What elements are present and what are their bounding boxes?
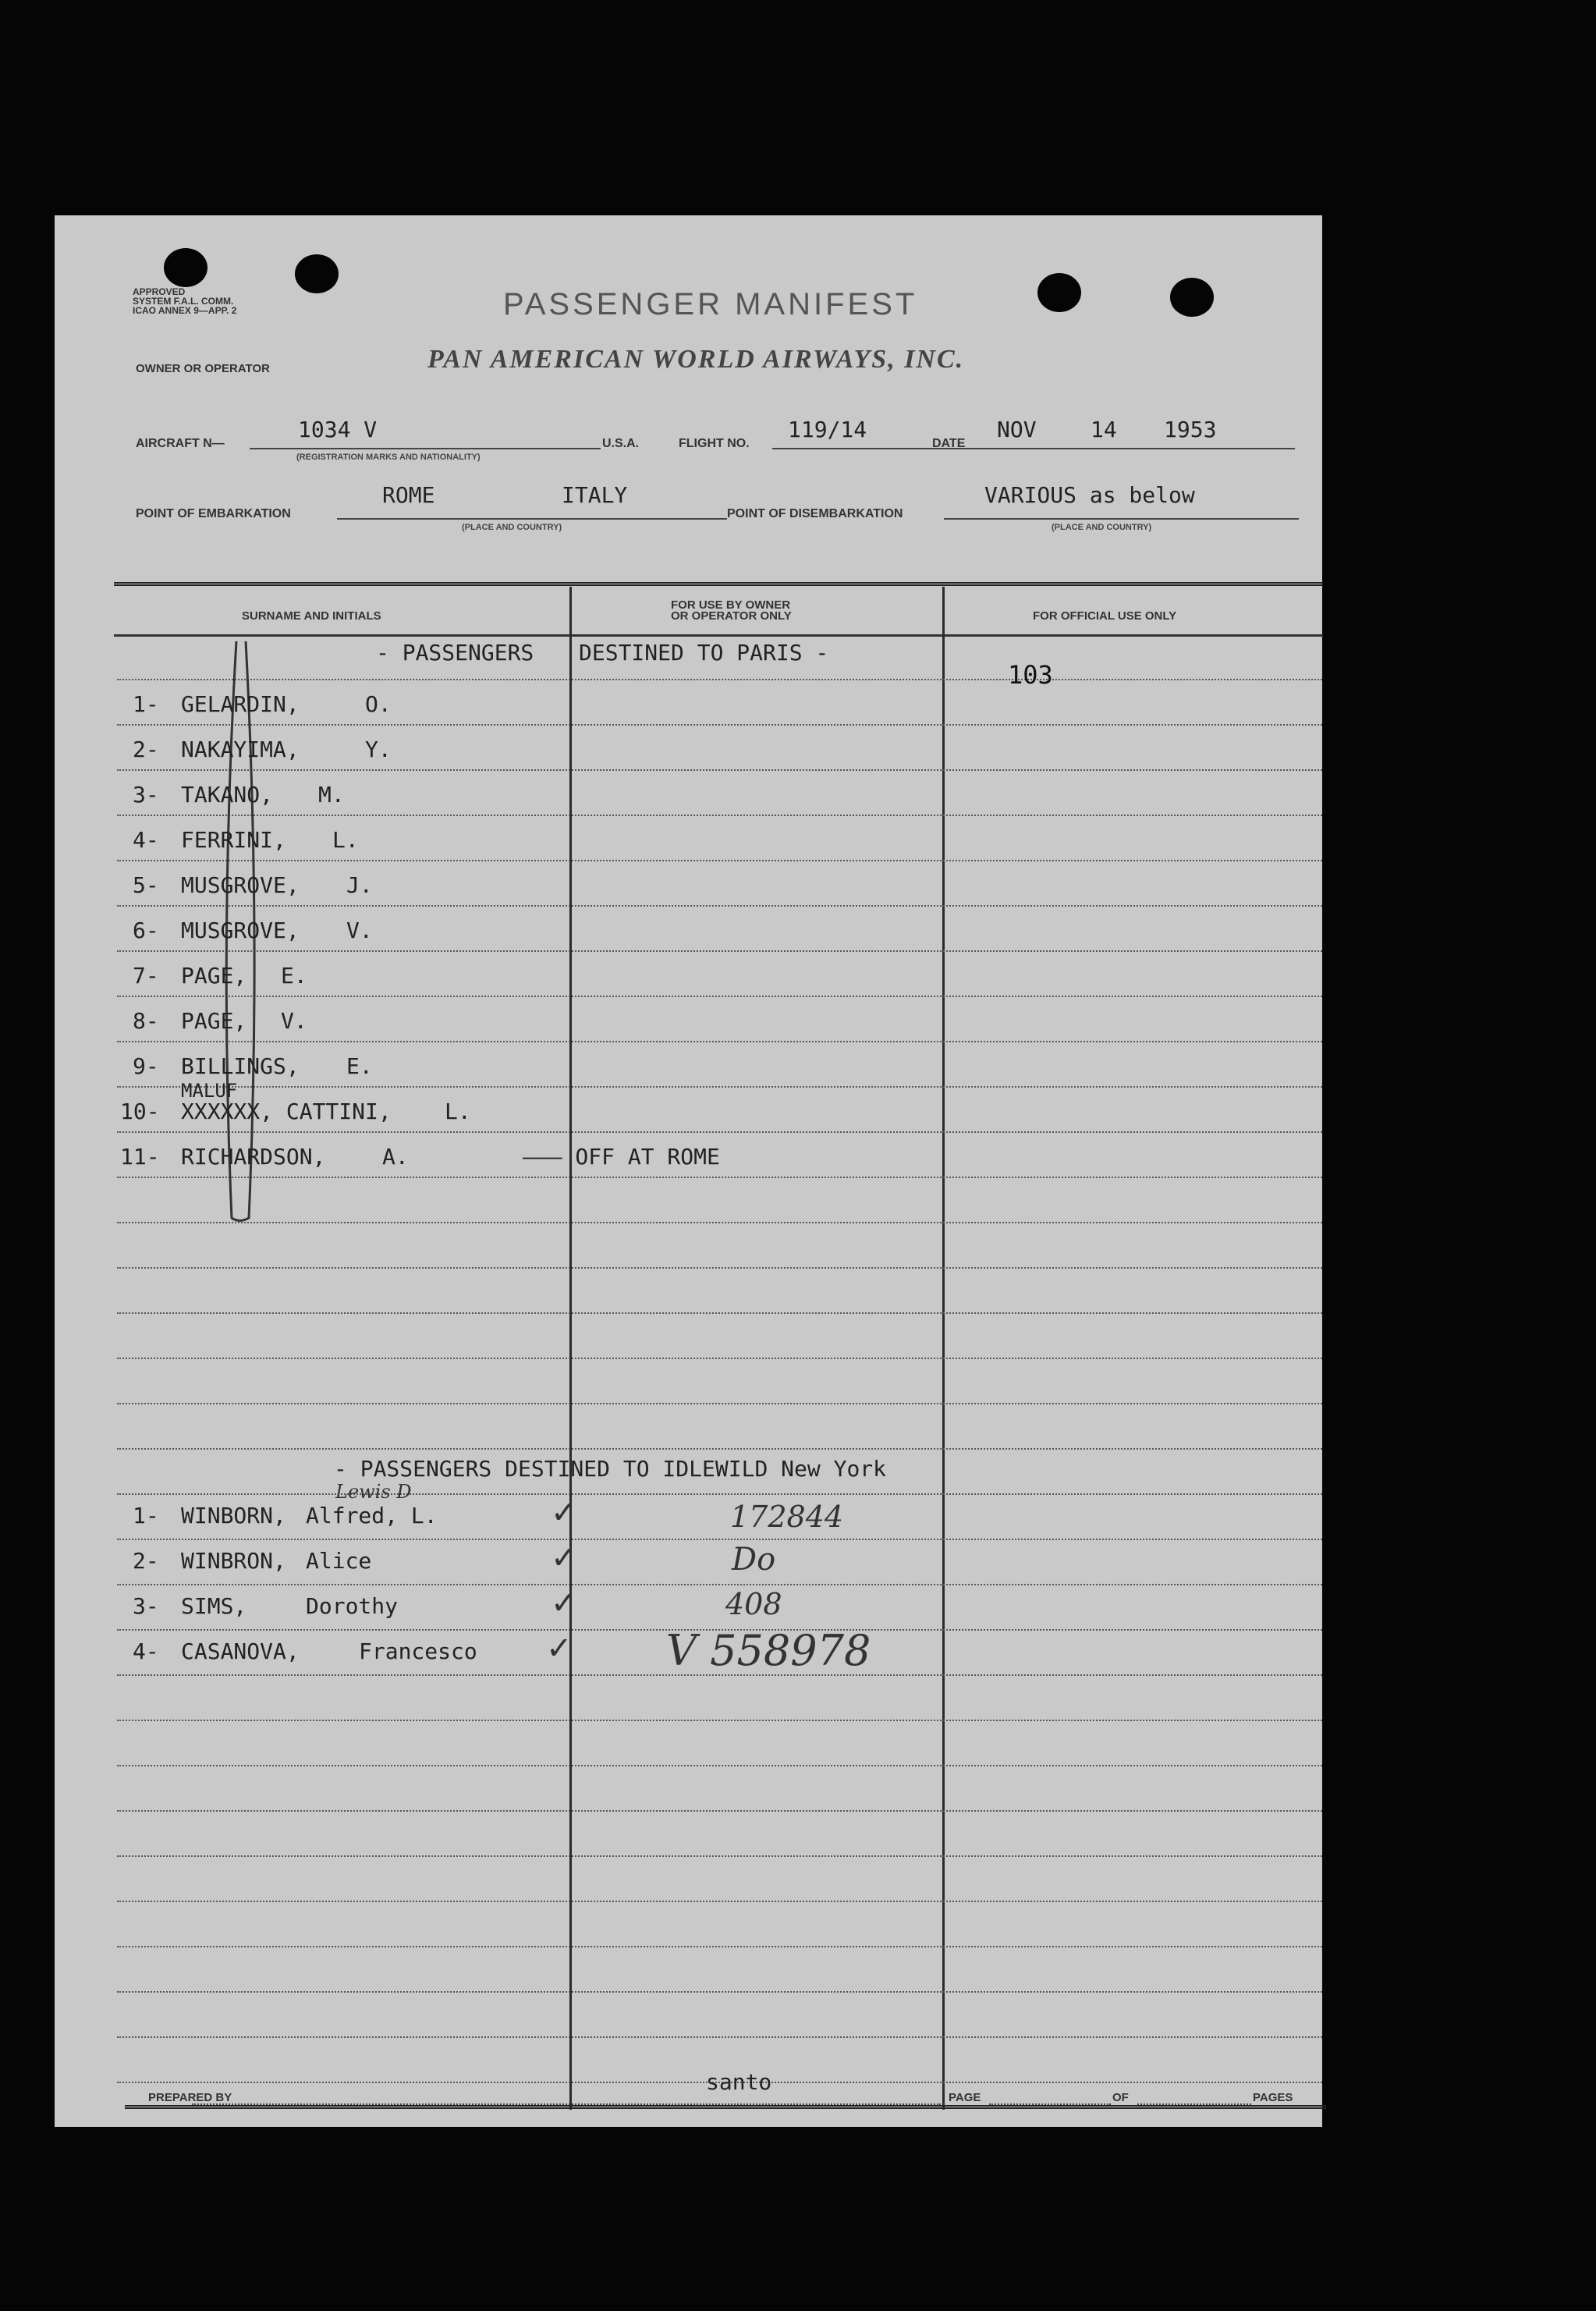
passenger-initial: E. [346, 1053, 373, 1079]
owner-label: OWNER OR OPERATOR [136, 362, 270, 375]
place-caption: (PLACE AND COUNTRY) [462, 523, 562, 532]
passenger-number: 1- [133, 1503, 159, 1528]
form-title: PASSENGER MANIFEST [503, 287, 918, 321]
section-heading-paris: - PASSENGERS [376, 640, 534, 666]
passenger-number: 2- [133, 737, 159, 762]
passenger-number: 8- [133, 1008, 159, 1034]
passenger-initial: V. [281, 1008, 307, 1034]
date-day: 14 [1091, 417, 1117, 442]
aircraft-value: 1034 V [298, 417, 378, 442]
passenger-initial: L. [445, 1099, 471, 1124]
punch-hole [1037, 273, 1081, 312]
approval-line: SYSTEM F.A.L. COMM. [133, 296, 234, 307]
handwritten-number: 408 [725, 1587, 782, 1621]
prepared-by-value: santo [706, 2069, 772, 2095]
handwritten-ditto: Do [732, 1542, 776, 1578]
passenger-first-name: Francesco [359, 1638, 477, 1664]
passenger-number: 2- [133, 1548, 159, 1574]
passenger-number: 5- [133, 872, 159, 898]
column-header-official: FOR OFFICIAL USE ONLY [1033, 609, 1177, 623]
section-heading-new-york: - PASSENGERS DESTINED TO IDLEWILD New York [334, 1456, 887, 1482]
manifest-sheet [55, 215, 1322, 2127]
handwritten-correction: Lewis D [335, 1481, 412, 1503]
flight-label: FLIGHT NO. [679, 437, 750, 450]
approval-line: APPROVED [133, 286, 186, 297]
passenger-number: 4- [133, 1638, 159, 1664]
passenger-surname: PAGE, [181, 963, 247, 989]
check-mark: ✓ [551, 1540, 577, 1576]
punch-hole [1170, 278, 1214, 317]
passenger-initial: V. [346, 918, 373, 943]
column-header-owner-use: FOR USE BY OWNER [671, 598, 791, 612]
flight-value: 119/14 [788, 417, 867, 442]
passenger-note: ——— OFF AT ROME [523, 1144, 720, 1170]
passenger-surname: FERRINI, [181, 827, 286, 853]
passenger-number: 10- [120, 1099, 160, 1124]
pages-label: PAGES [1253, 2091, 1293, 2104]
passenger-number: 4- [133, 827, 159, 853]
date-label: DATE [932, 437, 966, 450]
passenger-surname: GELARDIN, [181, 691, 300, 717]
column-header-owner-use: OR OPERATOR ONLY [671, 609, 792, 623]
date-year: 1953 [1164, 417, 1217, 442]
usa-label: U.S.A. [602, 437, 640, 450]
passenger-number: 7- [133, 963, 159, 989]
operator-name: PAN AMERICAN WORLD AIRWAYS, INC. [427, 345, 965, 374]
column-header-surname: SURNAME AND INITIALS [242, 609, 381, 623]
embarkation-city: ROME [382, 482, 435, 508]
date-month: NOV [997, 417, 1037, 442]
passenger-surname: BILLINGS, [181, 1053, 300, 1079]
passenger-initial: E. [281, 963, 307, 989]
page-label: PAGE [949, 2091, 981, 2104]
passenger-surname: MUSGROVE, [181, 872, 300, 898]
place-caption-2: (PLACE AND COUNTRY) [1052, 523, 1152, 532]
registration-caption: (REGISTRATION MARKS AND NATIONALITY) [296, 453, 481, 462]
section-heading-paris: DESTINED TO PARIS - [579, 640, 829, 666]
passenger-surname: MUSGROVE, [181, 918, 300, 943]
passenger-initial: J. [346, 872, 373, 898]
check-mark: ✓ [551, 1495, 577, 1531]
passenger-surname: CASANOVA, [181, 1638, 300, 1664]
passenger-number: 3- [133, 1593, 159, 1619]
passenger-first-name: Dorothy [306, 1593, 399, 1619]
passenger-surname: SIMS, [181, 1593, 247, 1619]
passenger-initial: Y. [365, 737, 392, 762]
punch-hole [295, 254, 339, 293]
passenger-surname: WINBORN, [181, 1503, 286, 1528]
handwritten-number: 172844 [730, 1500, 844, 1534]
passenger-number: 1- [133, 691, 159, 717]
passenger-surname: PAGE, [181, 1008, 247, 1034]
official-number: 103 [1008, 660, 1053, 690]
passenger-number: 9- [133, 1053, 159, 1079]
passenger-number: 6- [133, 918, 159, 943]
disembarkation-value: VARIOUS as below [984, 482, 1195, 508]
passenger-surname: RICHARDSON, [181, 1144, 326, 1170]
aircraft-label: AIRCRAFT N— [136, 437, 225, 450]
passenger-initial: L. [332, 827, 359, 853]
passenger-surname: XXXXXX, CATTINI, [181, 1099, 392, 1124]
passenger-surname: WINBRON, [181, 1548, 286, 1574]
check-mark: ✓ [551, 1585, 577, 1621]
passenger-initial: O. [365, 691, 392, 717]
passenger-initial: A. [382, 1144, 409, 1170]
check-mark: ✓ [546, 1631, 573, 1667]
passenger-number: 3- [133, 782, 159, 808]
disembarkation-label: POINT OF DISEMBARKATION [727, 507, 903, 520]
passenger-initial: M. [318, 782, 345, 808]
passenger-number: 11- [120, 1144, 160, 1170]
of-label: OF [1112, 2091, 1129, 2104]
passenger-overtype: MALUF [181, 1080, 238, 1102]
passenger-surname: TAKANO, [181, 782, 274, 808]
passenger-first-name: Alice [306, 1548, 372, 1574]
handwritten-number: V 558978 [666, 1626, 871, 1675]
passenger-surname: NAKAYIMA, [181, 737, 300, 762]
embarkation-country: ITALY [562, 482, 628, 508]
punch-hole [164, 248, 207, 287]
approval-line: ICAO ANNEX 9—APP. 2 [133, 305, 237, 316]
passenger-first-name: Alfred, L. [306, 1503, 438, 1528]
prepared-by-label: PREPARED BY [148, 2091, 232, 2104]
embarkation-label: POINT OF EMBARKATION [136, 507, 291, 520]
